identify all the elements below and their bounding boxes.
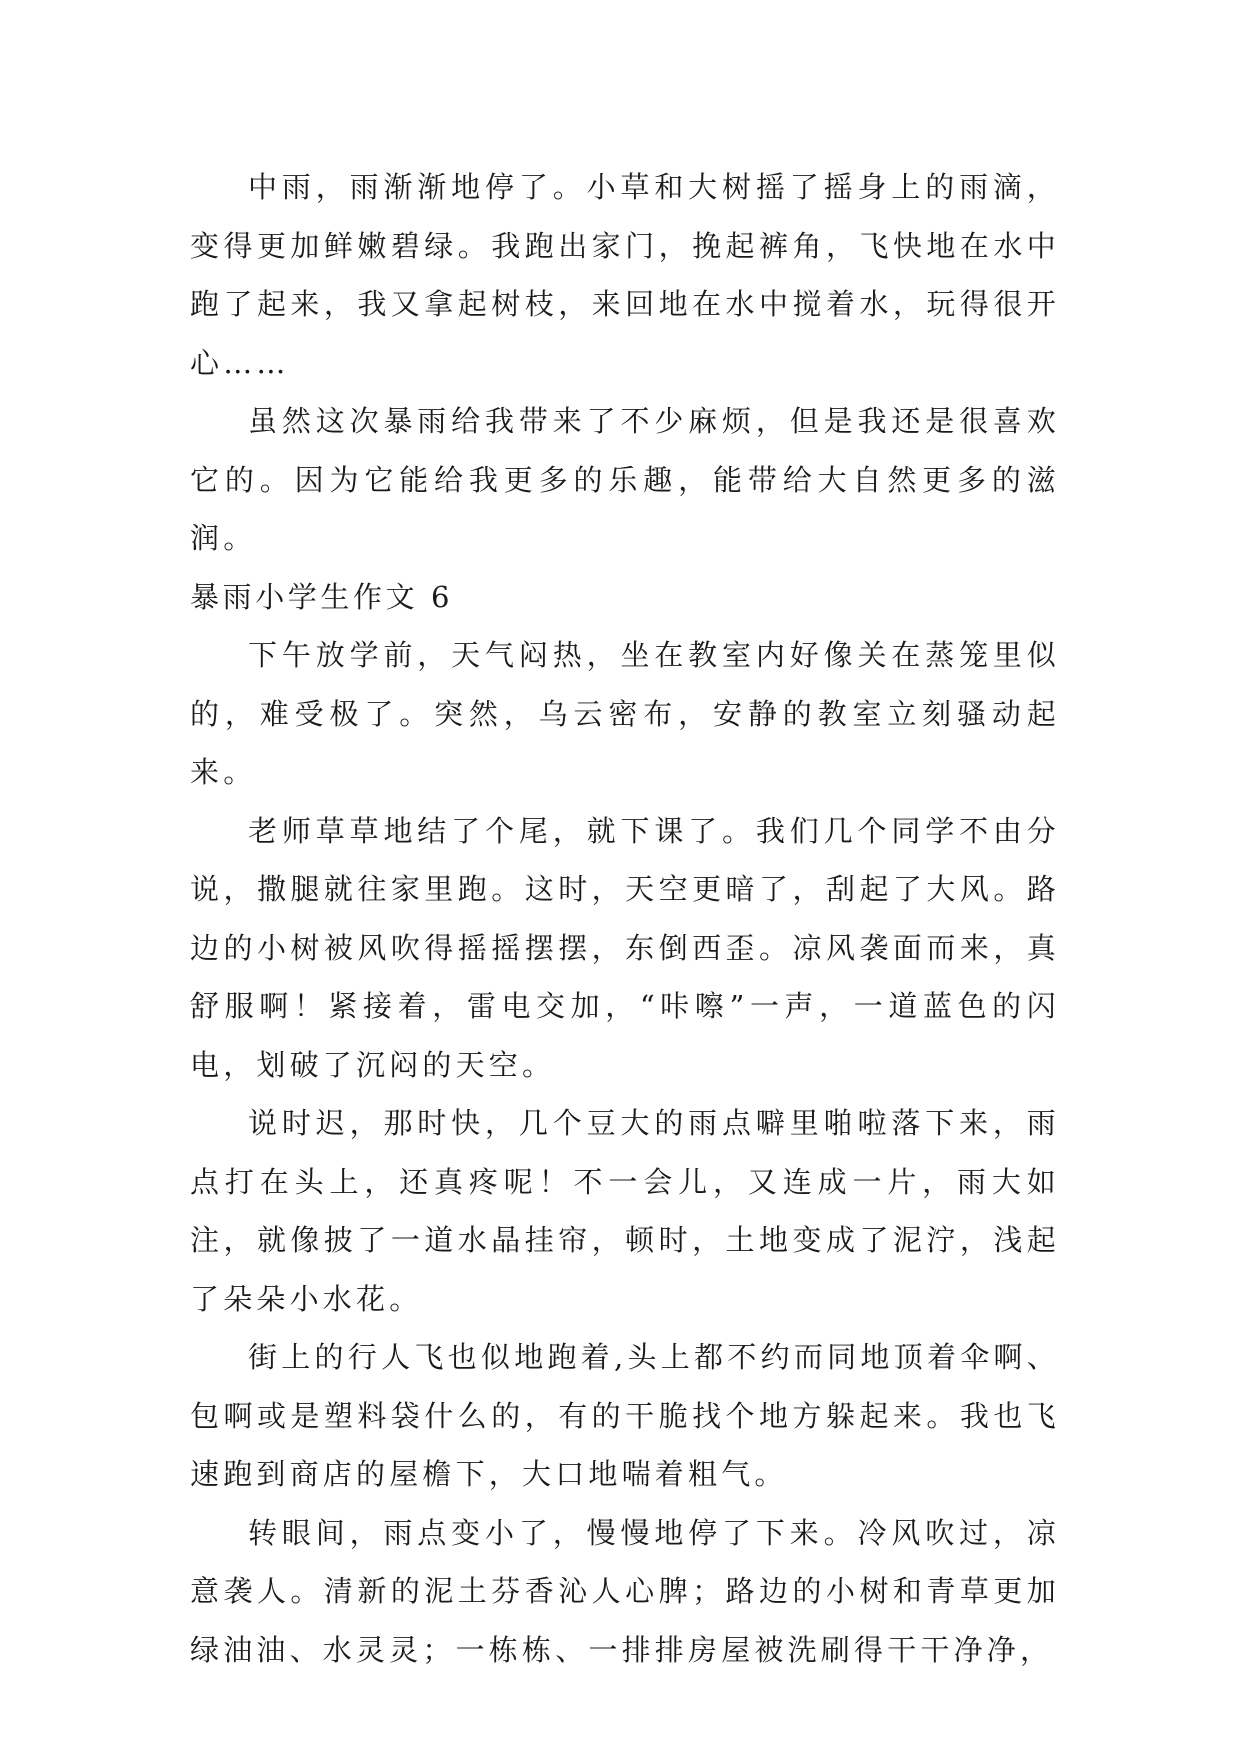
paragraph-conclusion: 虽然这次暴雨给我带来了不少麻烦，但是我还是很喜欢它的。因为它能给我更多的乐趣，能带给大自然更多的滋润。 (190, 404, 1060, 555)
paragraph-rain-ends: 转眼间，雨点变小了，慢慢地停了下来。冷风吹过，凉意袭人。清新的泥土芬香沁人心脾；路边的小树和青草更加绿油油、水灵灵；一栋栋、一排排房屋被洗刷得干干净净， (190, 1515, 1060, 1667)
paragraph-rain-stops: 中雨，雨渐渐地停了。小草和大树摇了摇身上的雨滴，变得更加鲜嫩碧绿。我跑出家门，挽起裤角，飞快地在水中跑了起来，我又拿起树枝，来回地在水中搅着水，玩得很开心…… (190, 170, 1060, 380)
document-body (190, 158, 1060, 1679)
paragraph-pedestrians: 街上的行人飞也似地跑着,头上都不约而同地顶着伞啊、包啊或是塑料袋什么的，有的干脆找个地方躲起来。我也飞速跑到商店的屋檐下，大口地喘着粗气。 (190, 1340, 1060, 1491)
paragraph-running-home: 老师草草地结了个尾，就下课了。我们几个同学不由分说，撒腿就往家里跑。这时，天空更暗了，刮起了大风。路边的小树被风吹得摇摇摆摆，东倒西歪。凉风袭面而来，真舒服啊！紧接着，雷电交加，“咔嚓”一声，一道蓝色的闪电，划破了沉闷的天空。 (190, 813, 1060, 1082)
paragraph-before-school: 下午放学前，天气闷热，坐在教室内好像关在蒸笼里似的，难受极了。突然，乌云密布，安静的教室立刻骚动起来。 (190, 638, 1060, 789)
section-title: 暴雨小学生作文 6 (190, 579, 454, 614)
paragraph-rain-falls: 说时迟，那时快，几个豆大的雨点噼里啪啦落下来，雨点打在头上，还真疼呢！不一会儿，又连成一片，雨大如注，就像披了一道水晶挂帘，顿时，土地变成了泥泞，浅起了朵朵小水花。 (190, 1106, 1060, 1316)
